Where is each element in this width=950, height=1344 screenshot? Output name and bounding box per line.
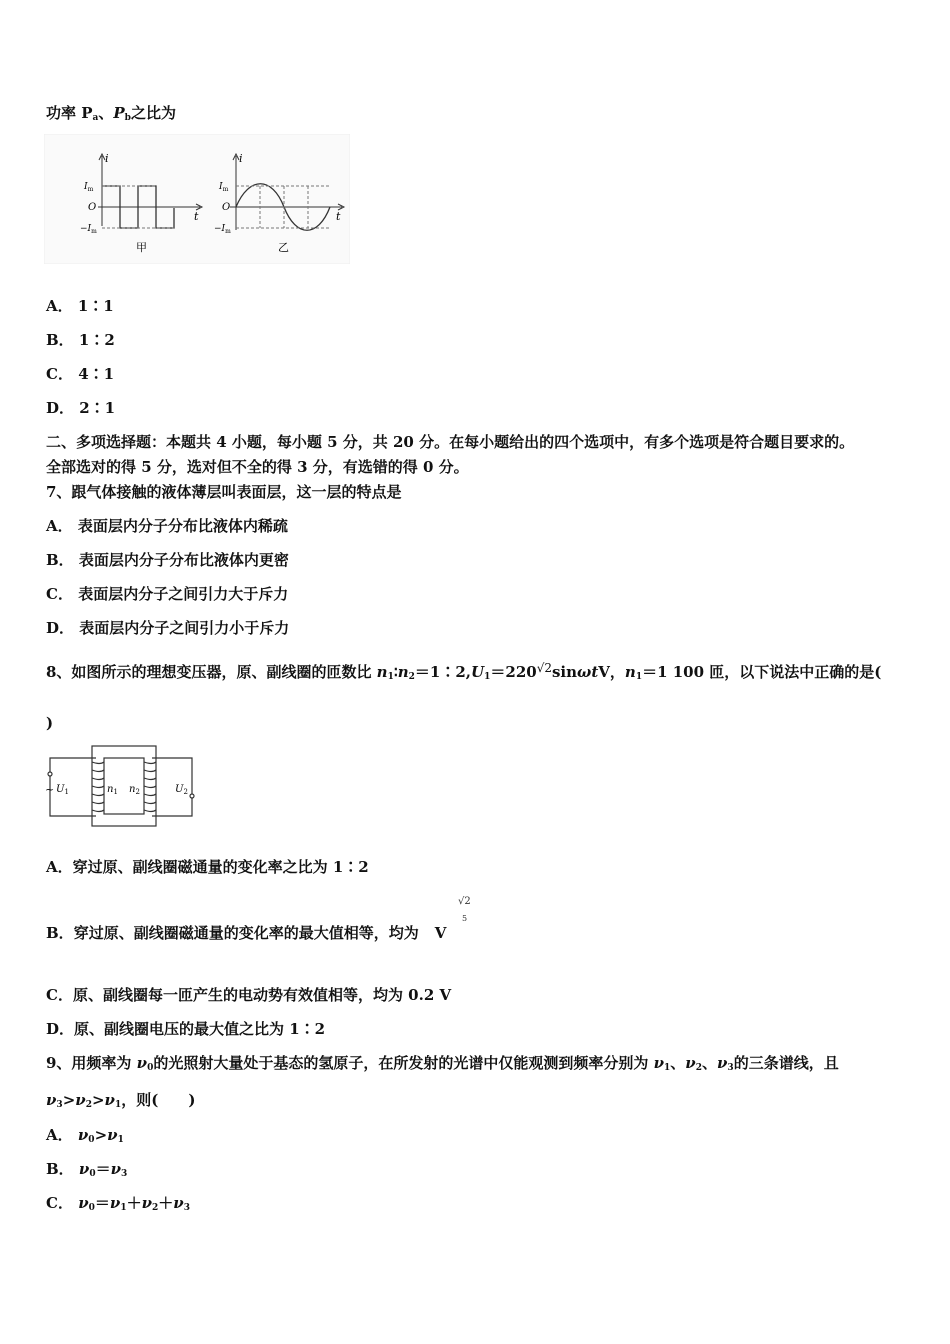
q8-transformer-figure — [44, 744, 196, 832]
q6-stem-tail: 功率 $P_a$、$P_b$之比为 — [46, 104, 176, 123]
q9-option-b[interactable]: B． $\nu_0=\nu_3$ — [46, 1160, 128, 1179]
q6-option-b[interactable]: B． 1∶2 — [46, 331, 115, 349]
label-origin-2: O — [222, 202, 231, 213]
q6-option-c[interactable]: C． 4∶1 — [46, 365, 115, 383]
q8-stem: 8、如图所示的理想变压器，原、副线圈的匝数比 $n_1∶n_2=1∶2,U_1=220^{√2}\sin\omega tV$，$n_1=1$ 100 匝，以下说法中正确的是( — [46, 661, 882, 682]
section2-instructions-line1: 二、多项选择题：本题共 4 小题，每小题 5 分，共 20 分。在每小题给出的四个选项中，有多个选项是符合题目要求的。 — [46, 433, 855, 451]
q7-option-b[interactable]: B． 表面层内分子分布比液体内更密 — [46, 551, 289, 569]
q7-option-c[interactable]: C． 表面层内分子之间引力大于斥力 — [46, 585, 289, 603]
label-origin: O — [88, 202, 97, 213]
q8-option-b-frac-den: 5 — [462, 914, 468, 923]
q8-option-b[interactable]: B．穿过原、副线圈磁通量的变化率的最大值相等，均为 V — [46, 924, 447, 942]
q9-stem: 9、用频率为 $\nu_0$的光照射大量处于基态的氢原子，在所发射的光谱中仅能观测到频率分别为 $\nu_1$、$\nu_2$、$\nu_3$的三条谱线，且 — [46, 1054, 839, 1073]
q7-option-d[interactable]: D． 表面层内分子之间引力小于斥力 — [46, 619, 290, 637]
caption-yi: 乙 — [278, 241, 289, 254]
caption-jia: 甲 — [136, 241, 147, 254]
q7-option-a[interactable]: A． 表面层内分子分布比液体内稀疏 — [46, 517, 288, 535]
secondary-coil — [144, 762, 156, 812]
secondary-circuit — [152, 758, 192, 816]
q6-option-d[interactable]: D． 2∶1 — [46, 399, 116, 417]
q8-stem-close: ) — [46, 714, 54, 732]
label-u1: $U_1$ — [56, 784, 69, 796]
q9-stem-line2: $\nu_3>\nu_2>\nu_1$，则( ) — [46, 1091, 196, 1110]
q8-option-d[interactable]: D．原、副线圈电压的最大值之比为 1∶2 — [46, 1020, 326, 1038]
axis-label-i: i — [105, 152, 109, 165]
q8-option-a[interactable]: A．穿过原、副线圈磁通量的变化率之比为 1∶2 — [46, 858, 369, 876]
label-im: $I_m$ — [84, 182, 94, 193]
q8-option-c[interactable]: C．原、副线圈每一匝产生的电动势有效值相等，均为 0.2 V — [46, 986, 452, 1004]
axis-label-t: t — [194, 210, 199, 223]
primary-coil — [92, 762, 104, 812]
label-n1: $n_1$ — [107, 784, 118, 796]
label-n2: $n_2$ — [129, 784, 140, 796]
axis-label-t-2: t — [336, 210, 341, 223]
q7-stem: 7、跟气体接触的液体薄层叫表面层，这一层的特点是 — [46, 483, 402, 501]
q6-option-a[interactable]: A． 1∶1 — [46, 297, 114, 315]
q6-waveform-figure — [44, 134, 350, 264]
label-u2: $U_2$ — [175, 784, 188, 796]
q9-option-c[interactable]: C． $\nu_0=\nu_1+\nu_2+\nu_3$ — [46, 1194, 190, 1213]
q8-option-b-frac-num: √2 — [458, 896, 471, 907]
axis-label-i-2: i — [239, 152, 243, 165]
label-neg-im-2: $-I_m$ — [214, 224, 231, 235]
label-neg-im: $-I_m$ — [80, 224, 97, 235]
section2-instructions-line2: 全部选对的得 5 分，选对但不全的得 3 分，有选错的得 0 分。 — [46, 458, 469, 476]
source-tilde: ~ — [45, 783, 55, 796]
q9-option-a[interactable]: A． $\nu_0>\nu_1$ — [46, 1126, 124, 1145]
label-im-2: $I_m$ — [219, 182, 229, 193]
